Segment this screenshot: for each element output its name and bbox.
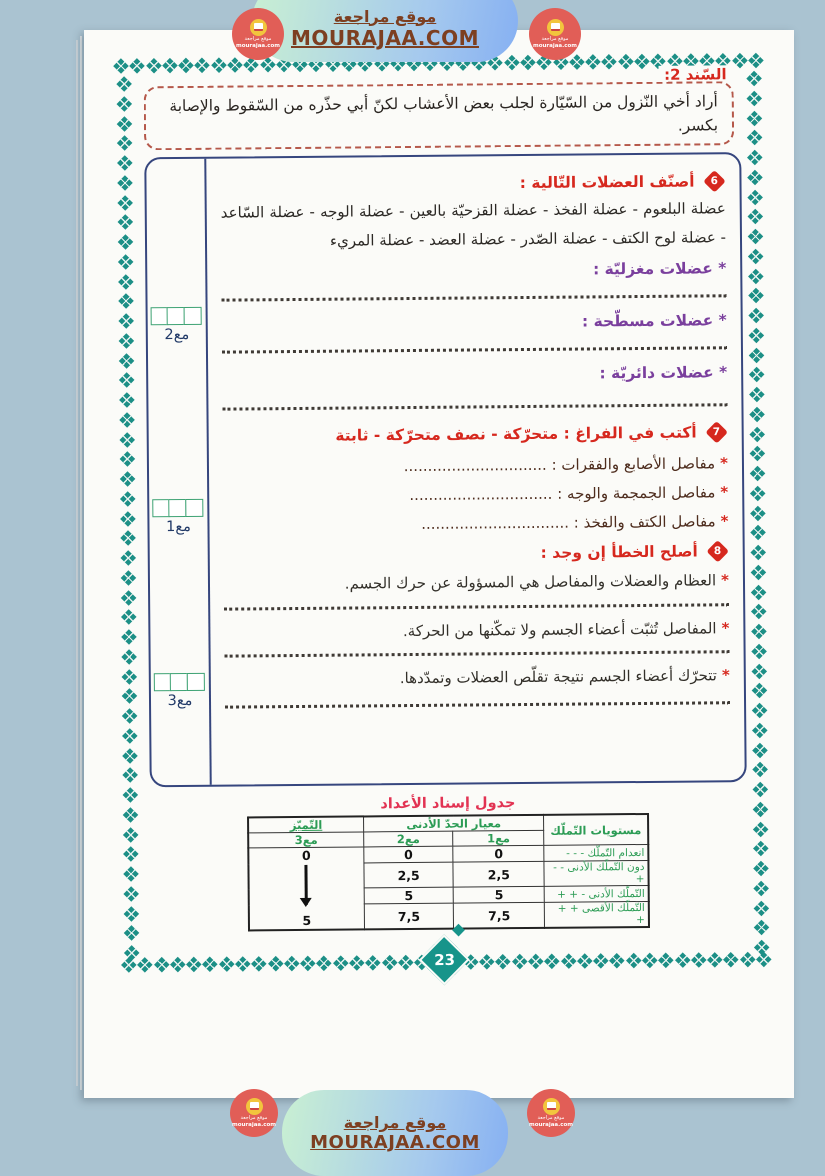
diamond-ornament <box>120 491 136 507</box>
diamond-ornament <box>747 150 763 166</box>
diamond-ornament <box>749 426 765 442</box>
q8-statement-1: *العظام والعضلات والمفاصل هي المسؤولة عن حرك الجسم. <box>344 570 730 593</box>
diamond-ornament <box>752 703 768 719</box>
question-7-heading <box>223 423 728 445</box>
diamond-ornament <box>634 54 650 70</box>
logo-caption-arabic: موقع مراجعة <box>537 1114 565 1121</box>
diamond-ornament <box>495 954 511 970</box>
diamond-ornament <box>119 412 135 428</box>
diamond-ornament <box>162 58 178 74</box>
diamond-ornament <box>398 955 414 971</box>
diamond-ornament <box>750 545 766 561</box>
diamond-ornament <box>124 945 140 961</box>
score-cell <box>186 673 204 691</box>
diamond-ornament <box>120 471 136 487</box>
diamond-ornament <box>751 604 767 620</box>
logo-caption-url: mourajaa.com <box>528 1122 574 1129</box>
diamond-ornament <box>747 130 763 146</box>
diamond-ornament <box>748 248 764 264</box>
diamond-ornament <box>118 254 134 270</box>
diamond-ornament <box>751 564 767 580</box>
diamond-ornament <box>602 54 618 70</box>
diamond-ornament <box>520 55 536 71</box>
question-8-title: أصلح الخطأ إن وجد : <box>540 542 698 562</box>
diamond-ornament <box>118 234 134 250</box>
logo-caption-arabic: موقع مراجعة <box>240 1114 268 1121</box>
diamond-ornament <box>122 748 138 764</box>
diamond-ornament <box>122 669 138 685</box>
diamond-ornament <box>113 58 129 74</box>
diamond-ornament <box>124 925 140 941</box>
logo-caption-arabic: موقع مراجعة <box>244 35 272 42</box>
diamond-ornament <box>746 71 762 87</box>
diamond-ornament <box>195 58 211 74</box>
col-header-mastery-levels: مستويات التّملّك <box>544 814 648 845</box>
diamond-ornament <box>751 663 767 679</box>
site-url-link[interactable]: MOURAJAA.COM <box>310 1132 480 1153</box>
diamond-ornament <box>642 953 658 969</box>
diamond-ornament <box>116 76 132 92</box>
diamond-ornament <box>251 956 267 972</box>
diamond-ornament <box>123 807 139 823</box>
diamond-ornament <box>749 327 765 343</box>
diamond-ornament <box>211 57 227 73</box>
diamond-ornament <box>123 846 139 862</box>
book-icon <box>543 1098 560 1115</box>
answer-line <box>222 401 727 410</box>
diamond-ornament <box>154 957 170 973</box>
diamond-ornament <box>122 767 138 783</box>
diamond-ornament <box>117 155 133 171</box>
diamond-ornament <box>756 952 772 968</box>
book-icon <box>250 19 267 36</box>
score-grid-crit1 <box>151 499 205 535</box>
diamond-ornament <box>202 957 218 973</box>
diamond-ornament <box>121 590 137 606</box>
excellence-column-cell <box>248 847 364 931</box>
diamond-ornament <box>479 954 495 970</box>
diamond-ornament <box>748 53 764 69</box>
question-6-heading <box>220 172 725 194</box>
col-header-excellence: التّميّز <box>248 816 364 833</box>
diamond-ornament <box>748 268 764 284</box>
diamond-ornament <box>754 920 770 936</box>
q8-statement-3: *تتحرّك أعضاء الجسم نتيجة تقلّص العضلات وتمدّدها. <box>399 665 730 687</box>
diamond-ornament <box>118 214 134 230</box>
diamond-ornament <box>753 861 769 877</box>
diamond-ornament <box>691 952 707 968</box>
diamond-ornament <box>146 58 162 74</box>
diamond-ornament <box>732 53 748 69</box>
diamond-ornament <box>117 96 133 112</box>
diamond-ornament <box>748 209 764 225</box>
diamond-ornament <box>752 722 768 738</box>
diamond-ornament <box>300 956 316 972</box>
grading-table-title: جدول إسناد الأعداد <box>380 795 516 813</box>
diamond-ornament <box>121 957 137 973</box>
diamond-ornament <box>178 58 194 74</box>
bullet-star: * <box>721 665 730 684</box>
diamond-ornament <box>723 952 739 968</box>
diamond-ornament <box>750 525 766 541</box>
excellence-top-value: 0 <box>301 847 311 863</box>
question-number-diamond-icon: 8 <box>706 540 729 563</box>
support-text: أراد أخي النّزول من السّيّارة لجلب بعض الأعشاب لكنّ أبي حذّره من السّقوط والإصابة بكسر. <box>169 92 719 135</box>
diamond-ornament <box>748 229 764 245</box>
diamond-ornament <box>117 135 133 151</box>
diamond-ornament <box>753 782 769 798</box>
diamond-ornament <box>752 742 768 758</box>
diamond-ornament <box>707 952 723 968</box>
diamond-ornament <box>675 952 691 968</box>
answer-line <box>225 699 730 708</box>
diamond-ornament <box>170 957 186 973</box>
question-6-title: أصنّف العضلات التّالية : <box>519 172 695 193</box>
col-header-min-criterion: معيار الحدّ الأدنى <box>363 815 544 832</box>
diamond-ornament <box>186 957 202 973</box>
support-text-box <box>144 81 735 150</box>
diamond-ornament <box>753 880 769 896</box>
category-flat-muscles: * عضلات مسطّحة : <box>581 310 727 331</box>
diamond-ornament <box>284 956 300 972</box>
score-grid-label: مع3 <box>167 692 193 710</box>
diamond-ornament <box>121 570 137 586</box>
diamond-ornament <box>504 55 520 71</box>
crit1-value: 5 <box>453 886 544 903</box>
diamond-ornament <box>749 406 765 422</box>
score-cell <box>168 499 186 517</box>
excellence-bottom-value: 5 <box>302 912 312 928</box>
diamond-ornament <box>749 347 765 363</box>
header-brand-banner <box>252 0 518 62</box>
exercise-box <box>144 152 746 787</box>
subcol-crit3: مع3 <box>248 832 364 848</box>
bullet-star: * <box>721 618 730 637</box>
diamond-ornament <box>528 954 544 970</box>
diamond-ornament <box>120 451 136 467</box>
diamond-ornament <box>382 955 398 971</box>
score-column <box>146 159 211 785</box>
site-logo <box>232 8 284 60</box>
q7-item-skull-face: *مفاصل الجمجمة والوجه : .............................. <box>409 482 729 504</box>
diamond-ornament <box>123 866 139 882</box>
diamond-ornament <box>750 505 766 521</box>
support-label: السّند 2: <box>658 65 733 84</box>
diamond-ornament <box>119 432 135 448</box>
diamond-ornament <box>747 110 763 126</box>
exercise-content <box>208 154 744 785</box>
diamond-ornament <box>120 530 136 546</box>
page-number-badge <box>419 934 470 985</box>
diamond-ornament <box>118 274 134 290</box>
bullet-star: * <box>720 511 729 530</box>
diamond-border-right <box>749 73 768 953</box>
diamond-ornament <box>121 609 137 625</box>
diamond-ornament <box>544 954 560 970</box>
logo-caption-url: mourajaa.com <box>235 43 281 50</box>
crit1-value: 0 <box>453 845 544 862</box>
score-cell <box>170 673 188 691</box>
diamond-ornament <box>750 446 766 462</box>
level-label: التّملّك الأدنى - + + <box>545 885 649 902</box>
diamond-ornament <box>658 953 674 969</box>
diamond-ornament <box>121 629 137 645</box>
diamond-ornament <box>117 116 133 132</box>
crit1-value: 7,5 <box>454 902 545 928</box>
subcol-crit2: مع2 <box>364 831 453 847</box>
diamond-ornament <box>749 387 765 403</box>
diamond-ornament <box>754 900 770 916</box>
diamond-ornament <box>740 952 756 968</box>
diamond-ornament <box>569 54 585 70</box>
question-7-title: أكتب في الفراغ : متحرّكة - نصف متحرّكة - ثابتة <box>335 423 697 445</box>
diamond-ornament <box>129 58 145 74</box>
diamond-ornament <box>219 956 235 972</box>
diamond-ornament <box>118 313 134 329</box>
site-name-arabic: موقع مراجعة <box>333 6 437 26</box>
q7-item-fingers-vertebrae: *مفاصل الأصابع والفقرات : .............................. <box>403 453 729 475</box>
diamond-ornament <box>752 762 768 778</box>
diamond-ornament <box>119 333 135 349</box>
diamond-ornament <box>753 801 769 817</box>
diamond-ornament <box>123 886 139 902</box>
book-icon <box>547 19 564 36</box>
diamond-ornament <box>137 957 153 973</box>
answer-line <box>224 601 729 610</box>
diamond-ornament <box>750 466 766 482</box>
question-number-diamond-icon: 7 <box>705 421 728 444</box>
diamond-ornament <box>747 169 763 185</box>
score-cell <box>183 307 201 325</box>
diamond-ornament <box>749 367 765 383</box>
diamond-ornament <box>316 956 332 972</box>
score-grid-label: مع1 <box>166 518 191 536</box>
score-grid-label: مع2 <box>164 326 190 344</box>
crit2-value: 5 <box>364 887 453 904</box>
crit1-value: 2,5 <box>453 861 544 887</box>
diamond-ornament <box>585 54 601 70</box>
diamond-ornament <box>561 953 577 969</box>
diamond-ornament <box>609 953 625 969</box>
diamond-ornament <box>120 550 136 566</box>
site-logo <box>527 1089 575 1137</box>
site-url-link[interactable]: MOURAJAA.COM <box>291 25 479 50</box>
down-arrow-icon <box>305 865 308 905</box>
diamond-ornament <box>119 372 135 388</box>
score-cell <box>185 499 203 517</box>
crit2-value: 2,5 <box>364 862 454 888</box>
diamond-ornament <box>754 940 770 956</box>
bullet-star: * <box>720 482 729 501</box>
footer-brand-banner <box>282 1090 508 1176</box>
logo-caption-url: mourajaa.com <box>231 1122 277 1129</box>
diamond-ornament <box>577 953 593 969</box>
diamond-ornament <box>748 308 764 324</box>
diamond-ornament <box>349 955 365 971</box>
diamond-ornament <box>512 954 528 970</box>
diamond-ornament <box>751 584 767 600</box>
diamond-border-left <box>119 78 138 958</box>
muscle-list-text: عضلة البلعوم - عضلة الفخذ - عضلة القزحيّة بالعين - عضلة الوجه - عضلة السّاعد - عضلة لوح الكتف - عضلة الصّدر - عضلة العضد - عضلة المريء <box>220 199 727 250</box>
diamond-ornament <box>124 906 140 922</box>
diamond-ornament <box>227 57 243 73</box>
category-spindle-muscles: * عضلات مغزليّة : <box>592 258 727 278</box>
diamond-ornament <box>268 956 284 972</box>
score-grid-crit3 <box>153 673 207 709</box>
diamond-ornament <box>618 54 634 70</box>
diamond-ornament <box>235 956 251 972</box>
answer-line <box>222 344 727 353</box>
diamond-ornament <box>121 649 137 665</box>
book-icon <box>246 1098 263 1115</box>
diamond-ornament <box>122 728 138 744</box>
diamond-ornament <box>333 955 349 971</box>
site-logo <box>230 1089 278 1137</box>
crit2-value: 7,5 <box>364 903 454 929</box>
diamond-ornament <box>123 787 139 803</box>
diamond-ornament <box>751 643 767 659</box>
diamond-ornament <box>117 175 133 191</box>
level-label: التّملّك الأقصى + + + <box>545 901 649 927</box>
diamond-ornament <box>751 624 767 640</box>
score-grid-crit2 <box>150 307 204 343</box>
grading-table-section <box>247 794 650 932</box>
level-label: انعدام التّملّك - - - <box>544 844 648 861</box>
level-label: دون التّملّك الأدنى - - + <box>544 860 648 886</box>
diamond-ornament <box>365 955 381 971</box>
diamond-ornament <box>120 511 136 527</box>
site-name-arabic: موقع مراجعة <box>343 1113 447 1132</box>
question-8-heading <box>224 542 729 564</box>
diamond-ornament <box>122 688 138 704</box>
page-number: 23 <box>433 950 455 969</box>
answer-line <box>225 648 730 657</box>
diamond-ornament <box>753 841 769 857</box>
logo-caption-url: mourajaa.com <box>532 43 578 50</box>
diamond-ornament <box>626 953 642 969</box>
score-cell <box>154 673 172 691</box>
diamond-ornament <box>118 293 134 309</box>
diamond-ornament <box>119 353 135 369</box>
q8-statement-2: *المفاصل تُثبّت أعضاء الجسم ولا تمكّنها من الحركة. <box>402 618 730 640</box>
diamond-ornament <box>752 683 768 699</box>
bullet-star: * <box>720 453 729 472</box>
crit2-value: 0 <box>364 846 453 863</box>
diamond-ornament <box>117 195 133 211</box>
diamond-ornament <box>750 485 766 501</box>
question-number-diamond-icon: 6 <box>703 170 726 193</box>
grading-table <box>247 813 650 932</box>
subcol-crit1: مع1 <box>453 830 544 846</box>
diamond-ornament <box>119 392 135 408</box>
bullet-star: * <box>721 570 730 589</box>
answer-line <box>221 292 726 301</box>
logo-caption-arabic: موقع مراجعة <box>541 35 569 42</box>
diamond-ornament <box>746 90 762 106</box>
category-circular-muscles: * عضلات دائريّة : <box>599 362 728 382</box>
score-cell <box>152 499 170 517</box>
diamond-ornament <box>122 708 138 724</box>
diamond-ornament <box>123 827 139 843</box>
diamond-ornament <box>593 953 609 969</box>
diamond-ornament <box>748 288 764 304</box>
diamond-ornament <box>747 189 763 205</box>
site-logo <box>529 8 581 60</box>
q7-item-shoulder-thigh: *مفاصل الكتف والفخذ : ............................... <box>421 511 729 533</box>
diamond-ornament <box>753 821 769 837</box>
